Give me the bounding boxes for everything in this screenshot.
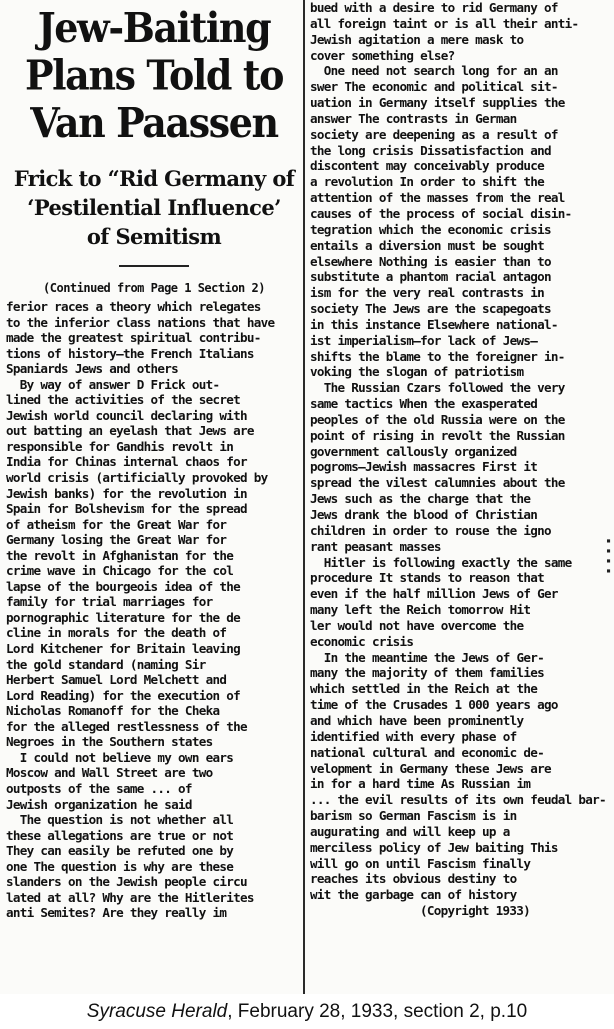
- column-rule: [303, 0, 305, 994]
- right-column: [310, 0, 606, 994]
- caption-newspaper-name: Syracuse Herald: [86, 1001, 228, 1022]
- right-column-body: bued with a desire to rid Germany of all foreign taint or is all their anti- Jewish agitation a mere mask to cover something else? One need not search long for an an swer The economic and political sit- uation in Germany itself supplies the answer The contrasts in German society are deepening as a result of the long crisis Dissatisfaction and discontent may conceivably produce a revolution In order to shift the attention of the masses from the real causes of the process of social disin- tegration which the economic crisis entails a diversion must be sought elsewhere Nothing is easier than to substitute a phantom racial antagon ism for the very real contrasts in society The Jews are the scapegoats in this instance Elsewhere national- ist imperialism—for lack of Jews— shifts the blame to the foreigner in- voking the slogan of patriotism The Russian Czars followed the very same tactics When the exasperated peoples of the old Russia were on the point of rising in revolt the Russian government callously organized pogroms—Jewish massacres First it spread the vilest calumnies about the Jews such as the charge that the Jews drank the blood of Christian children in order to rouse the igno rant peasant masses Hitler is following exactly the same procedure It stands to reason that even if the half million Jews of Ger many left the Reich tomorrow Hit ler would not have overcome the economic crisis In the meantime the Jews of Ger- many the majority of them families which settled in the Reich at the time of the Crusades 1 000 years ago and which have been prominently identified with every phase of national cultural and economic de- velopment in Germany these Jews are in for a hard time As Russian im ... the evil results of its own feudal bar- barism so German Fascism is in augurating and will keep up a merciless policy of Jew baiting This will go on until Fascism finally reaches its obvious destiny to wit the garbage can of history: [310, 0, 606, 903]
- headline: [6, 4, 302, 147]
- left-column-body: ferior races a theory which relegates to the inferior class nations that have made the greatest spiritual contribu- tions of history—the French Italians Spaniards Jews and others By way of answer D Frick out- lined the activities of the secret Jewish world council declaring with out batting an eyelash that Jews are responsible for Gandhis revolt in India for Chinas internal chaos for world crisis (artificially provoked by Jewish banks) for the revolution in Spain for Bolshevism for the spread of atheism for the Great War for Germany losing the Great War for the revolt in Afghanistan for the crime wave in Chicago for the col lapse of the bourgeois idea of the family for trial marriages for pornographic literature for the de cline in morals for the death of Lord Kitchener for Britain leaving the gold standard (naming Sir Herbert Samuel Lord Melchett and Lord Reading) for the execution of Nicholas Romanoff for the Cheka for the alleged restlessness of the Negroes in the Southern states I could not believe my own ears Moscow and Wall Street are two outposts of the same ... of Jewish organization he said The question is not whether all these allegations are true or not They can easily be refuted one by one The question is why are these slanders on the Jewish people circu lated at all? Why are the Hitlerites anti Semites? Are they really im: [6, 299, 275, 921]
- subhead-line-3: of Semitism: [86, 224, 222, 249]
- subheadline: [6, 164, 302, 251]
- copyright-line: (Copyright 1933): [419, 903, 531, 919]
- subhead-line-1: Frick to “Rid Germany of: [13, 166, 295, 191]
- headline-divider: [119, 265, 189, 267]
- subhead-line-2: ‘Pestilential Influence’: [27, 195, 281, 220]
- caption-date-section: , February 28, 1933, section 2, p.10: [227, 1001, 528, 1022]
- source-caption: [0, 994, 614, 1029]
- headline-line-2: Plans Told to: [24, 50, 284, 100]
- headline-line-3: Van Paassen: [30, 97, 278, 147]
- margin-mark-decoration: ▪▪▪▪: [604, 536, 613, 576]
- continued-from-line: (Continued from Page 1 Section 2): [43, 281, 265, 295]
- left-column: [6, 4, 302, 992]
- headline-line-1: Jew-Baiting: [37, 2, 271, 52]
